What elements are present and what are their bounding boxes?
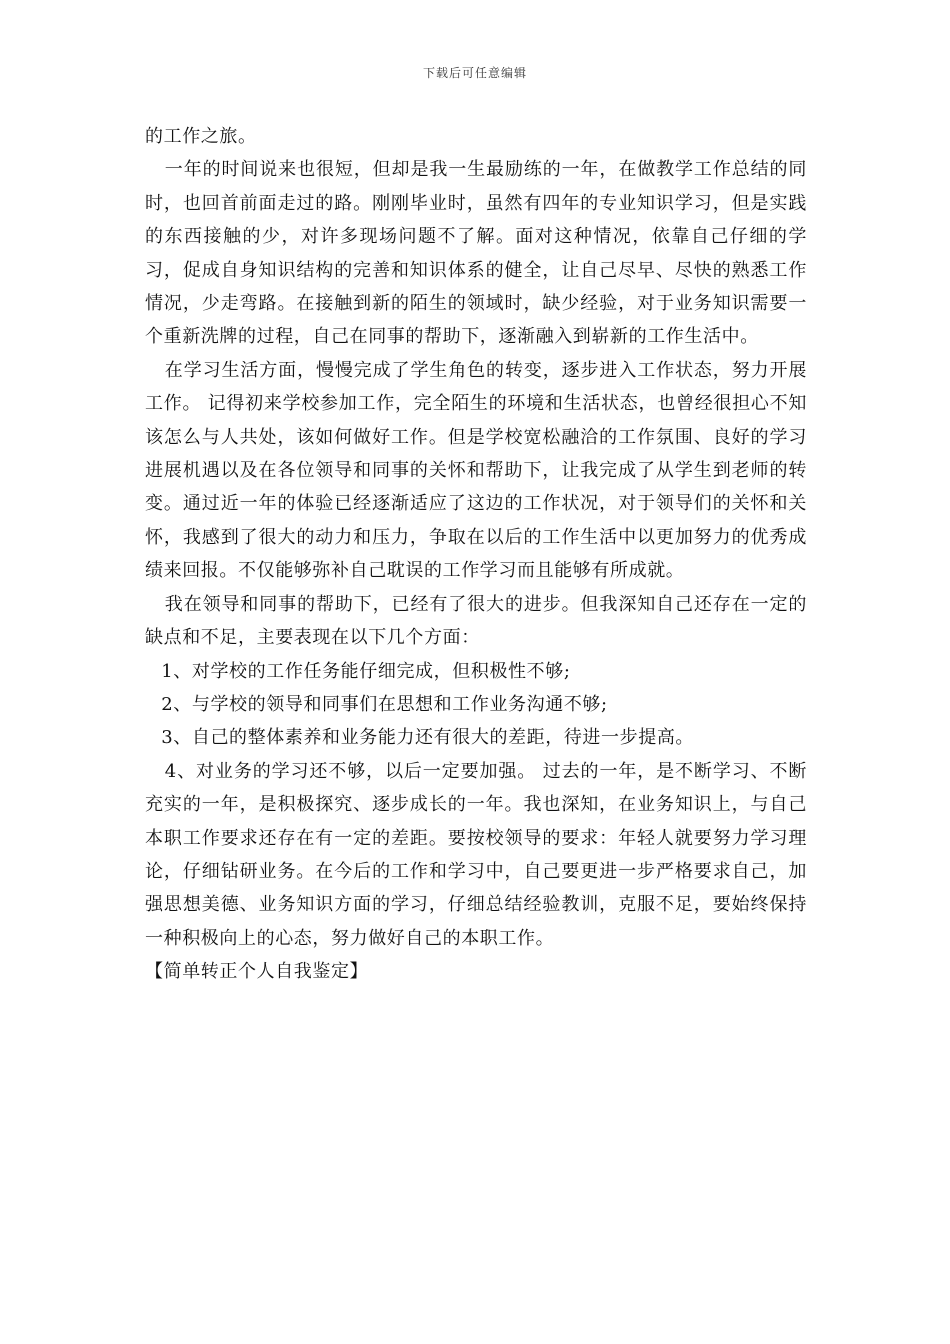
section-title: 【简单转正个人自我鉴定】 (145, 961, 369, 983)
paragraph-continuation: 的工作之旅。 (145, 126, 257, 147)
list-item-1: 1、对学校的工作任务能仔细完成，但积极性不够; (161, 660, 571, 682)
paragraph-first-year: 一年的时间说来也很短，但却是我一生最励练的一年，在做教学工作总结的同时，也回首前面走过的路。刚刚毕业时，虽然有四年的专业知识学习，但是实践的东西接触的少，对许多现场问题不了解。面对这种情况，依靠自己仔细的学习，促成自身知识结构的完善和知识体系的健全，让自己尽早、尽快的熟悉工作情况，少走弯路。在接触到新的陌生的领域时，缺少经验，对于业务知识需要一个重新洗牌的过程，自己在同事的帮助下，逐渐融入到崭新的工作生活中。 (145, 159, 807, 348)
paragraph-shortcomings-intro: 我在领导和同事的帮助下，已经有了很大的进步。但我深知自己还存在一定的缺点和不足，主要表现在以下几个方面： (145, 593, 807, 649)
page-header: 下载后可任意编辑 (422, 66, 527, 80)
paragraph-study-life: 在学习生活方面，慢慢完成了学生角色的转变，逐步进入工作状态，努力开展工作。 记得初来学校参加工作，完全陌生的环境和生活状态，也曾经很担心不知该怎么与人共处，该如何做好工作。但是学校宽松融洽的工作氛围、良好的学习进展机遇以及在各位领导和同事的关怀和帮助下，让我完成了从学生到老师的转变。通过近一年的体验已经逐渐适应了这边的工作状况，对于领导们的关怀和关怀，我感到了很大的动力和压力，争取在以后的工作生活中以更加努力的优秀成绩来回报。不仅能够弥补自己耽误的工作学习而且能够有所成就。 (145, 359, 807, 582)
document-body (145, 120, 807, 989)
list-item-3: 3、自己的整体素养和业务能力还有很大的差距，待进一步提高。 (161, 727, 695, 749)
list-item-2: 2、与学校的领导和同事们在思想和工作业务沟通不够; (161, 693, 608, 715)
list-item-4: 4、对业务的学习还不够，以后一定要加强。 过去的一年，是不断学习、不断充实的一年，是积极探究、逐步成长的一年。我也深知，在业务知识上，与自己本职工作要求还存在有一定的差距。要按校领导的要求：年轻人就要努力学习理论，仔细钻研业务。在今后的工作和学习中，自己要更进一步严格要求自己，加强思想美德、业务知识方面的学习，仔细总结经验教训，克服不足，要始终保持一种积极向上的心态，努力做好自己的本职工作。 (145, 760, 807, 949)
